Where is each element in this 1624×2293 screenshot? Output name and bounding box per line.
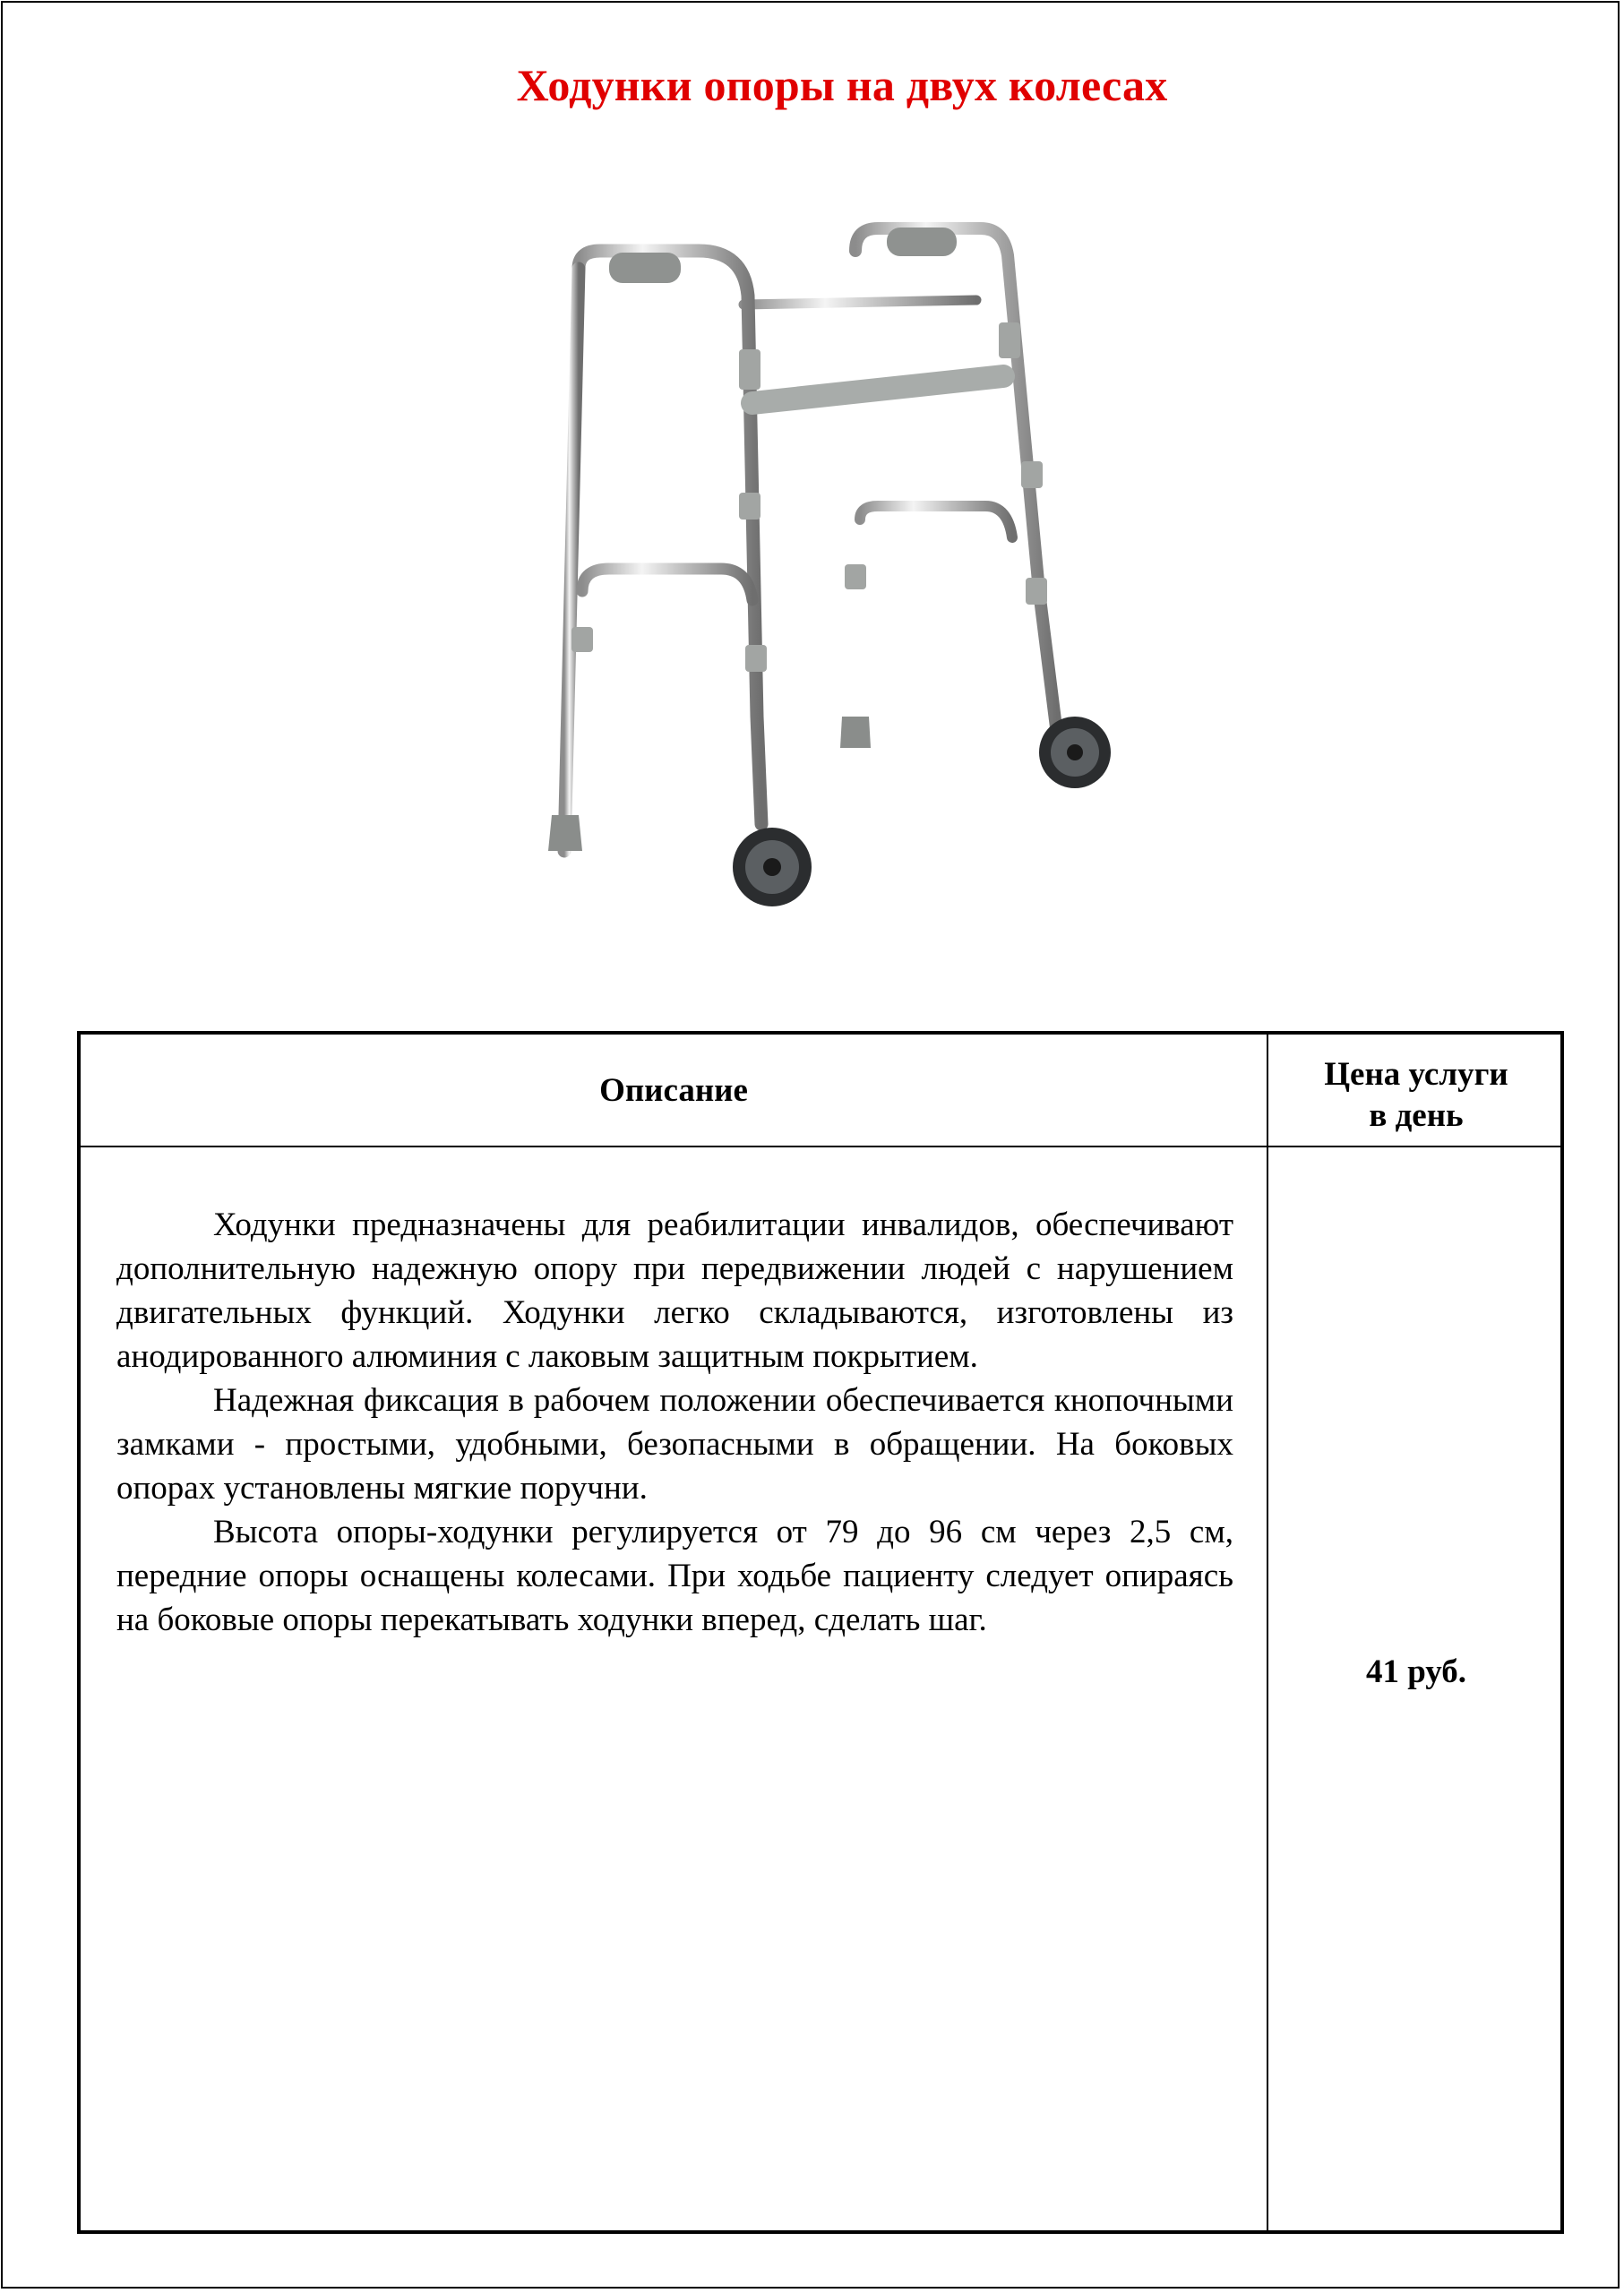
- description-column-header: Описание: [599, 1071, 748, 1109]
- price-column-header: [1268, 1054, 1564, 1137]
- description-paragraph: Надежная фиксация в рабочем положении обеспечивается кнопочными замками - простыми, удобными, безопасными в обращении. На боковых опорах установлены мягкие поручни.: [116, 1382, 1233, 1507]
- price-header-line-1: Цена услуги: [1324, 1056, 1508, 1093]
- page-title: Ходунки опоры на двух колесах: [516, 60, 1168, 110]
- description-price-table: [77, 1031, 1564, 2234]
- description-paragraph: Высота опоры-ходунки регулируется от 79 до 96 см через 2,5 см, передние опоры оснащены колесами. При ходьбе пациенту следует опираясь на боковые опоры перекатывать ходунки вперед, сделать шаг.: [116, 1514, 1233, 1638]
- walker-product-image: [537, 215, 1182, 976]
- description-cell: [116, 1203, 1233, 1642]
- price-value: 41 руб.: [1365, 1653, 1467, 1690]
- description-paragraph: Ходунки предназначены для реабилитации инвалидов, обеспечивают дополнительную надежную опору при передвижении людей с нарушением двигательных функций. Ходунки легко складываются, изготовлены из анодированного алюминия с лаковым защитным покрытием.: [116, 1207, 1233, 1375]
- table-header-divider: [81, 1146, 1560, 1147]
- price-header-line-2: в день: [1369, 1097, 1464, 1134]
- table-column-divider: [1267, 1035, 1268, 2230]
